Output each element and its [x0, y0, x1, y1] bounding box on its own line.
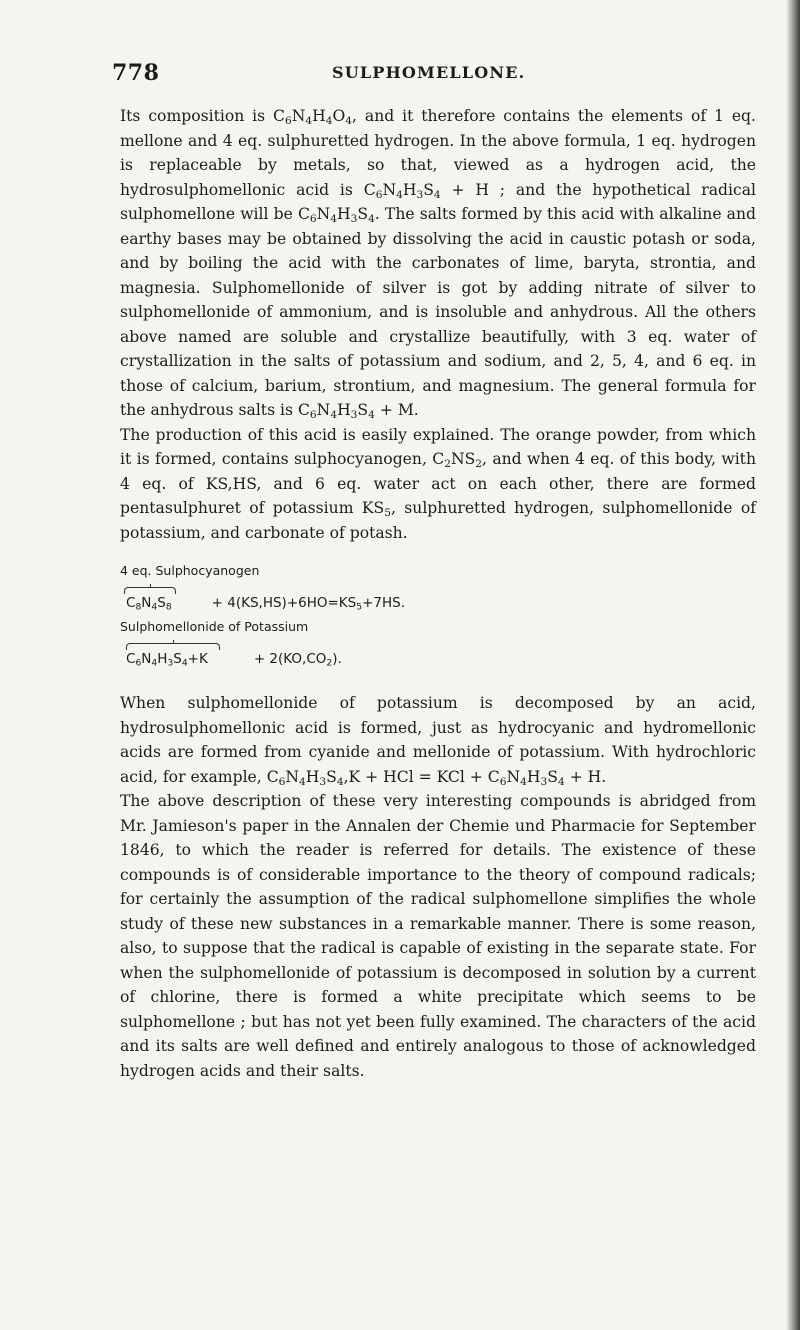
paragraph-decomposition: When sulphomellonide of potassium is decomposed by an acid, hydrosulphomellonic acid is formed, just as hydrocyanic and hydromellonic acids are formed from cyanide and mellonide of potassium. With hydrochloric acid, for example, $C_6N_4H_3S_4,K$ + HCl = KCl + $C_6N_4H_3S_4 + H$. — [120, 694, 756, 788]
page-header — [112, 60, 752, 90]
equation-line-2: $C_6N_4H_3S_4+K + 2(KO,CO_2)$. — [126, 651, 342, 669]
page-edge-shadow — [786, 0, 800, 1330]
paragraph-composition: Its composition is $C_6N_4H_4O_4$, and it therefore contains the elements of 1 eq. mellone and 4 eq. sulphuretted hydrogen. In the above formula, 1 eq. hydrogen is replaceable by metals, so that, viewed as a hydrogen acid, the hydrosulphomellonic acid is $C_6N_4H_3S_4 + H$ ; and the hypothetical radical sulphomellone will be $C_6N_4H_3S_4$. The salts formed by this acid with alkaline and earthy bases may be obtained by dissolving the acid in caustic potash or soda, and by boiling the acid with the carbonates of lime, baryta, strontia, and magnesia. Sulphomellonide of silver is got by adding nitrate of silver to sulphomellonide of ammonium, and is insoluble and anhydrous. All the others above named are soluble and crystallize beautifully, with 3 eq. water of crystallization in the salts of potassium and sodium, and 2, 5, 4, and 6 eq. in those of calcium, barium, strontium, and magnesium. The general formula for the anhydrous salts is $C_6N_4H_3S_4 + M$. — [120, 107, 757, 421]
equation-label-sulphomellonide: Sulphomellonide of Potassium — [120, 619, 309, 634]
equation-label-sulphocyanogen: 4 eq. Sulphocyanogen — [120, 563, 260, 578]
running-title: SULPHOMELLONE. — [332, 63, 526, 82]
page-number: 778 — [112, 60, 160, 86]
paragraph-production: The production of this acid is easily explained. The orange powder, from which it is formed, contains sulphocyanogen, $C_2NS_2$, and when 4 eq. of this body, with 4 eq. of KS,HS, and 6 eq. water act on each other, there are formed pentasulphuret of potassium $KS_5$, sulphuretted hydrogen, sulphomellonide of potassium, and carbonate of potash. — [120, 425, 756, 542]
paragraph-description: The above description of these very interesting compounds is abridged from Mr. Jamieson's paper in the Annalen der Chemie und Pharmacie for September 1846, to which the reader is referred for details. The existence of these compounds is of considerable importance to the theory of compound radicals; for certainly the assumption of the radical sulphomellone simplifies the whole study of these new substances in a remarkable manner. There is some reason, also, to suppose that the radical is capable of existing in the separate state. For when the sulphomellonide of potassium is decomposed in solution by a current of chlorine, there is formed a white precipitate which seems to be sulphomellone ; but has not yet been fully examined. The characters of the acid and its salts are well defined and entirely analogous to those of acknowledged hydrogen acids and their salts. — [120, 792, 756, 1080]
reaction-equation — [120, 551, 756, 687]
equation-line-1: $C_8N_4S_8 + 4(KS,HS)+6HO=KS_5+7HS$. — [126, 595, 405, 613]
body-text — [120, 104, 756, 1083]
